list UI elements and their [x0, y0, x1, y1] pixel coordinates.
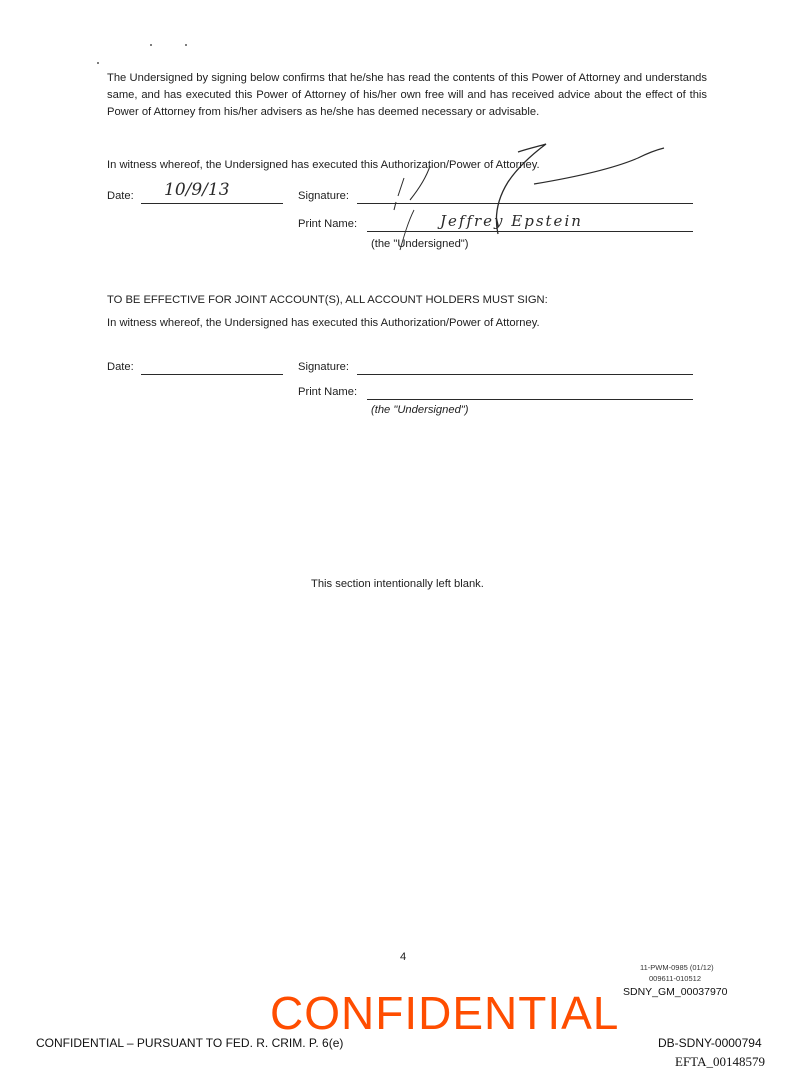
confirmation-paragraph: The Undersigned by signing below confirms that he/she has read the contents of this Power of Attorney and understands same, and has executed this Power of Attorney of his/her own free will and has received advice about the effect of this Power of Attorney from his/her advisers as he/she has deemed necessary or advisable.	[107, 72, 707, 118]
form-subcode: 009611-010512	[649, 974, 701, 983]
bates-sdny-gm: SDNY_GM_00037970	[623, 986, 728, 998]
blank-section-note: This section intentionally left blank.	[311, 578, 484, 590]
witness-statement-joint: In witness whereof, the Undersigned has executed this Authorization/Power of Attorney.	[107, 317, 540, 329]
undersigned-caption: (the "Undersigned")	[371, 238, 469, 250]
joint-account-heading: TO BE EFFECTIVE FOR JOINT ACCOUNT(S), ALL ACCOUNT HOLDERS MUST SIGN:	[107, 294, 548, 306]
date-line-joint	[141, 374, 283, 375]
signature-label-joint: Signature:	[298, 361, 349, 373]
print-name-line-joint	[367, 399, 693, 400]
signature-line-joint	[357, 374, 693, 375]
handwritten-signature	[370, 138, 700, 258]
handwritten-print-name: Jeffrey Epstein	[440, 212, 583, 230]
date-label: Date:	[107, 190, 134, 202]
scan-speck	[150, 44, 152, 46]
page-number: 4	[400, 951, 407, 963]
witness-statement: In witness whereof, the Undersigned has executed this Authorization/Power of Attorney.	[107, 159, 540, 171]
form-code: 11-PWM-0985 (01/12)	[640, 963, 714, 972]
handwritten-date: 10/9/13	[164, 180, 230, 200]
confidential-stamp: CONFIDENTIAL	[270, 987, 620, 1039]
bates-efta: EFTA_00148579	[675, 1054, 765, 1069]
signature-label: Signature:	[298, 190, 349, 202]
scan-speck	[97, 62, 99, 64]
print-name-label: Print Name:	[298, 218, 358, 230]
footer-confidential-notice: CONFIDENTIAL – PURSUANT TO FED. R. CRIM. P. 6(e)	[36, 1036, 344, 1050]
print-name-label-joint: Print Name:	[298, 386, 358, 398]
scan-speck	[185, 44, 187, 46]
date-line	[141, 203, 283, 204]
date-label-joint: Date:	[107, 361, 134, 373]
undersigned-caption-joint: (the "Undersigned")	[371, 404, 469, 416]
bates-db: DB-SDNY-0000794	[658, 1036, 762, 1050]
